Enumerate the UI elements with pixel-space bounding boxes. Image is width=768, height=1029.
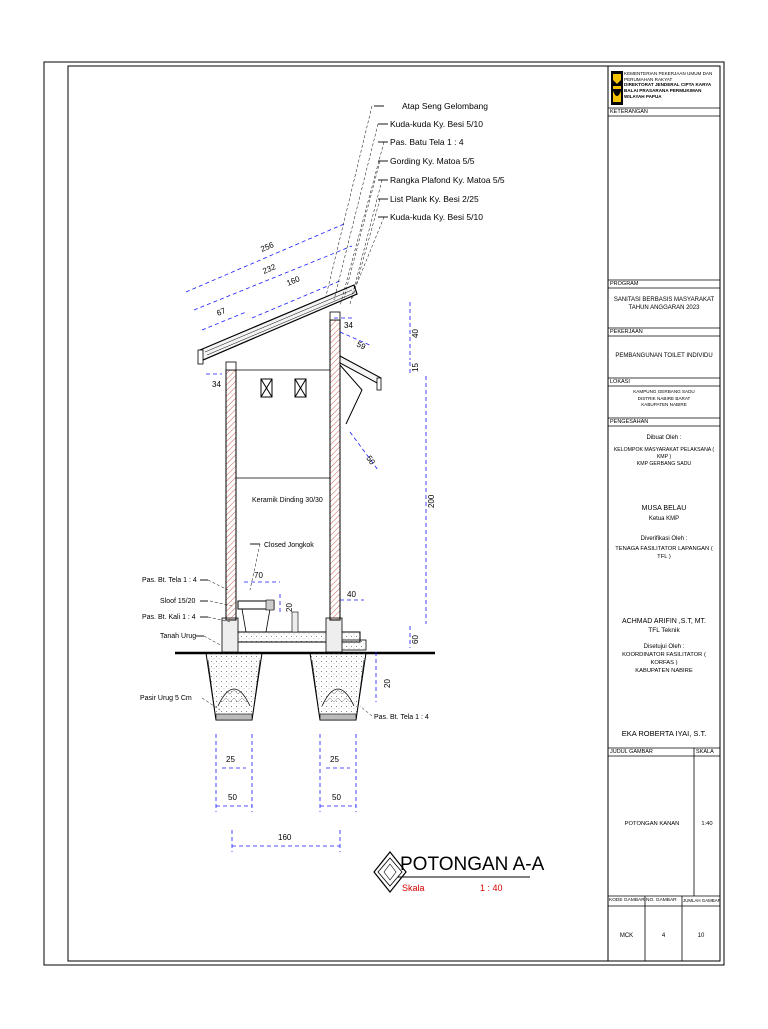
dim-256: 256 — [259, 240, 276, 254]
lokasi-line: KAMPUNG GERBANG SADU — [633, 389, 695, 394]
pengesahan-label: PENGESAHAN — [610, 419, 649, 425]
sloof-right — [326, 618, 342, 652]
footing-left — [206, 653, 262, 720]
sloof-left — [222, 618, 238, 652]
dim-50-right: 50 — [332, 793, 341, 802]
section-title — [374, 852, 545, 893]
vent-left — [261, 379, 272, 397]
jumlah-gambar-value: 10 — [697, 933, 705, 939]
dim-15-right: 15 — [411, 363, 420, 372]
callout-kuda-kuda-1: Kuda-kuda Ky. Besi 5/10 — [390, 119, 483, 129]
callout-closed-jongkok: Closed Jongkok — [264, 542, 314, 549]
skala-value: 1:40 — [701, 821, 713, 827]
pekerjaan-value: PEMBANGUNAN TOILET INDIVIDU — [615, 353, 713, 359]
callout-gording: Gording Ky. Matoa 5/5 — [390, 156, 475, 166]
diverifikasi-oleh: Diverifikasi Oleh : — [640, 536, 688, 542]
dim-59: 59 — [355, 339, 368, 352]
callout-pas-bt-kali: Pas. Bt. Kali 1 : 4 — [142, 614, 196, 621]
dim-200: 200 — [427, 494, 436, 508]
institution-line: KEMENTERIAN PEKERJAAN UMUM DAN PERUMAHAN RAKYAT — [624, 71, 713, 82]
callout-atap: Atap Seng Gelombang — [402, 101, 489, 111]
lokasi-label: LOKASI — [610, 379, 630, 385]
callout-list-plank: List Plank Ky. Besi 2/25 — [390, 194, 479, 204]
achmad-role: TFL Teknik — [648, 627, 680, 634]
no-gambar-label: NO. GAMBAR — [646, 898, 677, 903]
program-line: SANITASI BERBASIS MASYARAKAT — [613, 297, 715, 303]
callout-pas-batu-tela: Pas. Batu Tela 1 : 4 — [390, 137, 464, 147]
callout-keramik: Keramik Dinding 30/30 — [252, 497, 323, 504]
dim-25-left: 25 — [226, 755, 235, 764]
jumlah-gambar-label: JUMLAH GAMBAR — [683, 898, 721, 903]
callout-rangka-plafond: Rangka Plafond Ky. Matoa 5/5 — [390, 175, 505, 185]
lokasi-line: KABUPATEN NABIRE — [641, 402, 687, 408]
dim-160-bottom: 160 — [278, 833, 292, 842]
callout-pasir-urug: Pasir Urug 5 Cm — [140, 695, 192, 702]
wall-right — [330, 320, 340, 620]
achmad-name: ACHMAD ARIFIN ,S.T, MT. — [621, 618, 706, 625]
dim-20-closet: 20 — [285, 603, 294, 612]
kode-gambar-value: MCK — [619, 933, 634, 939]
callout-sloof: Sloof 15/20 — [160, 598, 196, 605]
dim-67: 67 — [215, 306, 227, 318]
vent-right — [295, 379, 306, 397]
keterangan-label: KETERANGAN — [610, 109, 648, 115]
institution-line: DIREKTORAT JENDERAL CIPTA KARYA — [624, 82, 712, 88]
judul-gambar-value: POTONGAN KANAN — [624, 821, 680, 827]
dim-160-roof: 160 — [285, 274, 302, 288]
program-value — [610, 296, 718, 312]
dim-50-left: 50 — [228, 793, 237, 802]
kmp-line: KMP GERBANG SADU — [636, 461, 692, 468]
musa-role: Ketua KMP — [648, 516, 680, 522]
callouts-roof — [390, 101, 505, 222]
disetujui-oleh: Disetujui Oleh : — [643, 644, 685, 650]
section-title-text: POTONGAN A-A — [400, 854, 545, 875]
program-label: PROGRAM — [610, 281, 639, 287]
dim-70: 70 — [254, 571, 263, 580]
kmp-line: KELOMPOK MASYARAKAT PELAKSANA ( KMP ) — [613, 447, 715, 461]
eave-right — [340, 356, 381, 384]
lokasi-line: DISTRIK NABIRE BARAT — [637, 395, 691, 401]
no-gambar-value: 4 — [661, 933, 666, 939]
callout-kuda-kuda-2: Kuda-kuda Ky. Besi 5/10 — [390, 212, 483, 222]
kmp-block — [610, 447, 718, 468]
institution-line: BALAI PRASARANA PERMUKIMAN WILAYAH PAPUA — [624, 88, 702, 99]
dim-34-right: 34 — [344, 321, 353, 330]
callout-pas-bt-tela-right: Pas. Bt. Tela 1 : 4 — [374, 714, 429, 721]
scale-label: Skala — [402, 883, 425, 893]
dim-25-right: 25 — [330, 755, 339, 764]
dibuat-oleh: Dibuat Oleh : — [646, 435, 682, 441]
ministry-logo — [611, 71, 623, 105]
eka-name: EKA ROBERTA IYAI, S.T. — [621, 729, 707, 738]
lokasi-value — [610, 389, 718, 409]
scale-value: 1 : 40 — [480, 883, 503, 893]
judul-gambar-label: JUDUL GAMBAR — [610, 749, 653, 755]
program-line: TAHUN ANGGARAN 2023 — [628, 305, 700, 312]
outer-border — [44, 62, 724, 965]
kode-gambar-label: KODE GAMBAR — [609, 898, 645, 903]
pekerjaan-label: PEKERJAAN — [610, 329, 643, 335]
korfas-block — [610, 652, 718, 675]
korfas-line: KABUPATEN NABIRE — [635, 667, 693, 674]
dim-40-floor: 40 — [347, 590, 356, 599]
wall-left — [226, 370, 236, 620]
footing-right — [310, 653, 366, 720]
tfl-org: TENAGA FASILITATOR LAPANGAN ( TFL ) — [615, 546, 713, 560]
dim-20-right: 20 — [383, 679, 392, 688]
korfas-line: KOORDINATOR FASILITATOR ( KORFAS ) — [622, 652, 706, 666]
dimension-lines — [186, 224, 426, 852]
dim-232: 232 — [261, 262, 278, 276]
dim-60: 60 — [411, 635, 420, 644]
skala-label: SKALA — [696, 749, 714, 755]
sand-bed-left — [216, 714, 252, 720]
dim-50-eave: 50 — [364, 453, 377, 467]
sand-bed-right — [320, 714, 356, 720]
callout-tanah-urug: Tanah Urug — [160, 633, 197, 640]
dim-34-left: 34 — [212, 380, 221, 389]
institution-header — [624, 71, 719, 100]
dim-40-right: 40 — [411, 329, 420, 338]
callout-pas-bt-tela: Pas. Bt. Tela 1 : 4 — [142, 577, 197, 584]
fascia-left — [198, 350, 203, 364]
musa-name: MUSA BELAU — [641, 505, 687, 512]
